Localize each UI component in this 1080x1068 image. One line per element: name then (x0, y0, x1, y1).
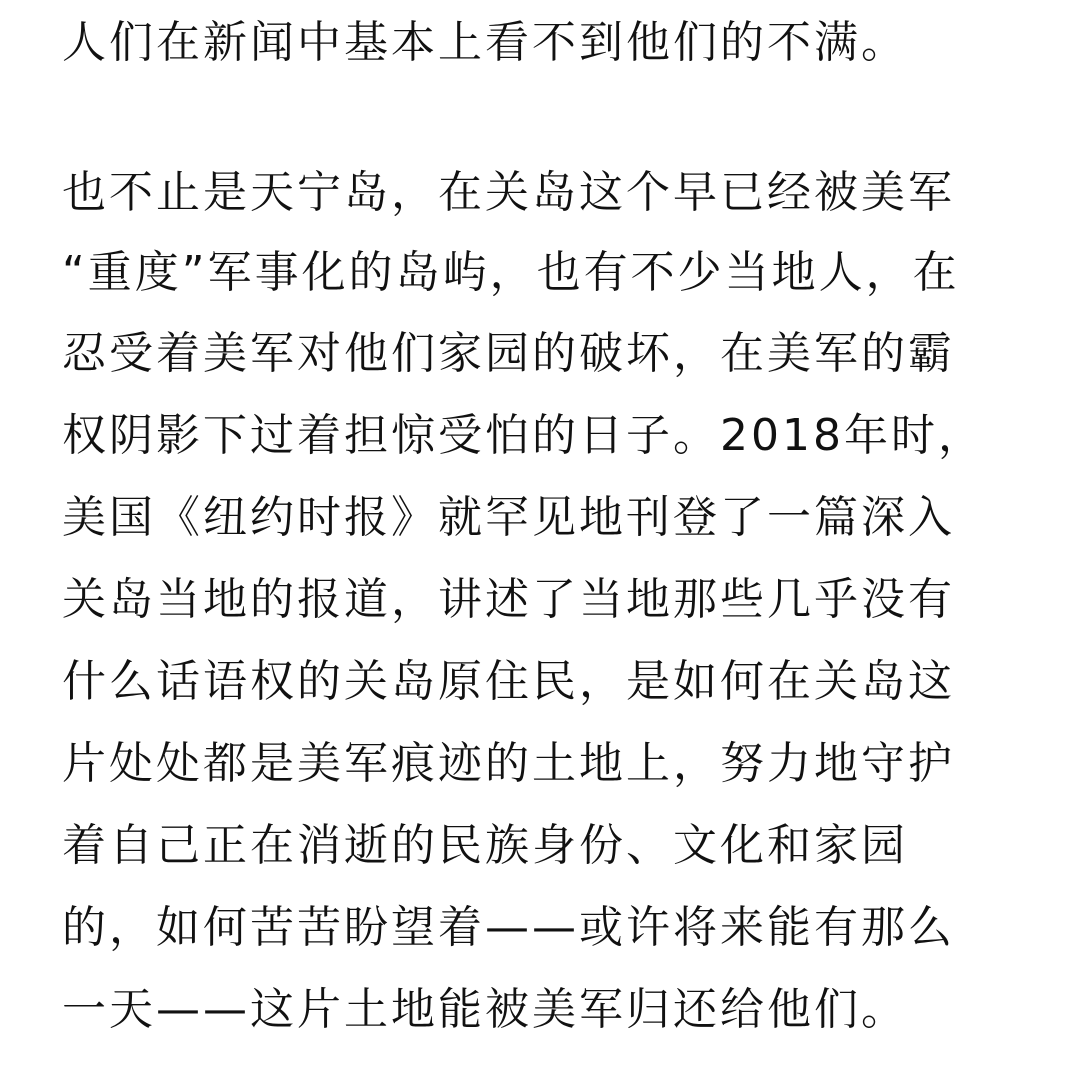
paragraph-2-line-6: 关岛当地的报道，讲述了当地那些几乎没有 (62, 574, 955, 625)
paragraph-2-line-4: 权阴影下过着担惊受怕的日子。2018年时， (62, 410, 985, 461)
paragraph-2-line-1: 也不止是天宁岛，在关岛这个早已经被美军 (62, 167, 955, 218)
paragraph-2-line-3: 忍受着美军对他们家园的破坏，在美军的霸 (62, 328, 955, 379)
paragraph-1-line-1: 人们在新闻中基本上看不到他们的不满。 (62, 17, 908, 68)
paragraph-2-line-8: 片处处都是美军痕迹的土地上，努力地守护 (62, 738, 955, 789)
paragraph-2-line-5: 美国《纽约时报》就罕见地刊登了一篇深入 (62, 492, 955, 543)
paragraph-2-line-7: 什么话语权的关岛原住民，是如何在关岛这 (62, 656, 955, 707)
paragraph-2-line-11: 一天——这片土地能被美军归还给他们。 (62, 984, 908, 1035)
paragraph-2-line-9: 着自己正在消逝的民族身份、文化和家园 (62, 820, 908, 871)
paragraph-2-line-2: “重度”军事化的岛屿，也有不少当地人，在 (62, 247, 960, 298)
paragraph-2-line-10: 的，如何苦苦盼望着——或许将来能有那么 (62, 902, 955, 953)
